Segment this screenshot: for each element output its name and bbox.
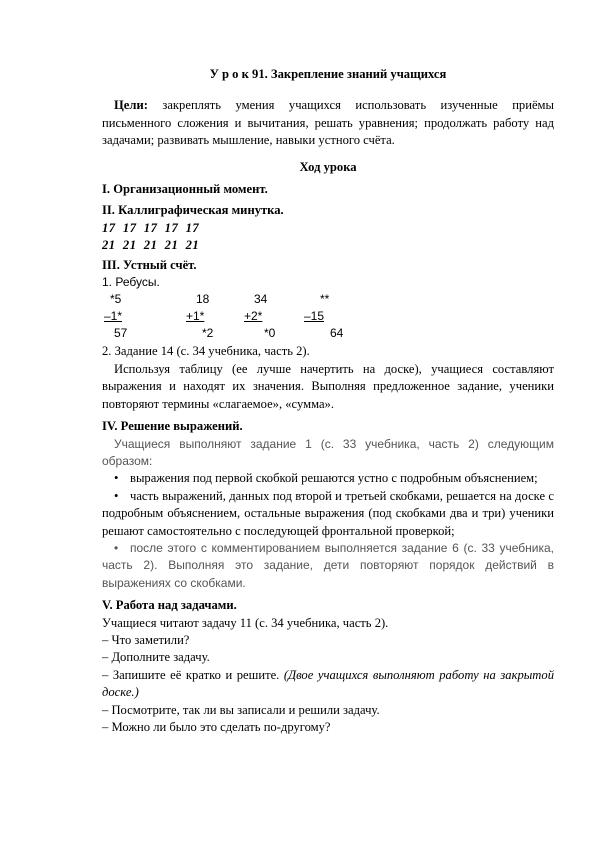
section-5-intro: Учащиеся читают задачу 11 (с. 34 учебника, часть 2). — [102, 615, 389, 630]
rebus-row-2 — [102, 308, 554, 325]
rebus-row-1 — [102, 291, 554, 308]
section-3-heading: III. Устный счёт. — [102, 257, 197, 272]
rebus-cell: +2* — [244, 309, 263, 324]
course-heading: Ход урока — [299, 159, 357, 174]
calligraphy-line-1: 17 17 17 17 17 — [102, 220, 200, 235]
rebus-cell: 57 — [114, 326, 128, 341]
section-1-heading: I. Организационный момент. — [102, 182, 268, 197]
bullet-icon: • — [114, 488, 119, 503]
bullet-icon: • — [114, 540, 119, 555]
section-2-heading: II. Каллиграфическая минутка. — [102, 203, 284, 218]
document-page — [102, 66, 554, 736]
goals-label: Цели: — [114, 98, 148, 113]
section-4-heading: IV. Решение выражений. — [102, 419, 243, 434]
question-line: – Посмотрите, так ли вы записали и решили задачу. — [102, 702, 380, 717]
bullet-item: • выражения под первой скобкой решаются устно с подробным объяснением; — [102, 470, 554, 487]
rebus-cell: 18 — [196, 292, 210, 307]
rebus-row-3 — [102, 325, 554, 342]
bullet-item: • после этого с комментированием выполняется задание 6 (с. 33 учебника, часть 2). Выполняя это задание, дети повторяют порядок действий в выражениях со скобками. — [102, 540, 554, 590]
question-line: – Можно ли было это сделать по-другому? — [102, 720, 331, 734]
rebus-grid — [102, 291, 554, 342]
rebus-cell: 64 — [330, 326, 344, 341]
bullet-icon: • — [114, 471, 119, 486]
task-2-heading: 2. Задание 14 (с. 34 учебника, часть 2). — [102, 344, 310, 359]
rebus-cell: 34 — [254, 292, 268, 307]
section-5-heading: V. Работа над задачами. — [102, 598, 237, 613]
question-note: (Двое учащихся выполняют работу на закрытой доске.) — [102, 667, 554, 700]
rebus-cell: –1* — [104, 309, 123, 324]
goals-paragraph — [102, 97, 554, 149]
question-line: – Запишите её кратко и решите. (Двое учащихся выполняют работу на закрытой доске.) — [102, 667, 554, 700]
rebus-cell: *0 — [264, 326, 276, 341]
bullet-item: • часть выражений, данных под второй и третьей скобками, решается на доске с подробным объяснением, остальные выражения (под скобками два и три) ученики решают самостоятельно с последующей фронтальной проверкой; — [102, 488, 554, 538]
lesson-title: У р о к 91. Закрепление знаний учащихся — [209, 67, 447, 81]
rebus-cell: ** — [320, 292, 330, 307]
question-line: – Что заметили? — [102, 632, 190, 647]
task-2-text: Используя таблицу (ее лучше начертить на доске), учащиеся составляют выражения и находят их значения. Выполняя предложенное задание, ученики повторяют термины «слагаемое», «сумма». — [102, 361, 554, 411]
rebus-cell: *2 — [202, 326, 214, 341]
section-4-intro: Учащиеся выполняют задание 1 (с. 33 учебника, часть 2) следующим образом: — [102, 436, 554, 468]
rebus-heading: 1. Ребусы. — [102, 275, 160, 290]
rebus-cell: +1* — [186, 309, 205, 324]
calligraphy-line-2: 21 21 21 21 21 — [102, 238, 200, 253]
rebus-cell: –15 — [304, 309, 325, 324]
rebus-cell: *5 — [110, 292, 122, 307]
goals-text: закреплять умения учащихся использовать изученные приёмы письменного сложения и вычитания, решать уравнения; продолжать работу над задачами; развивать мышление, навыки устного счёта. — [102, 98, 554, 148]
question-line: – Дополните задачу. — [102, 650, 210, 665]
